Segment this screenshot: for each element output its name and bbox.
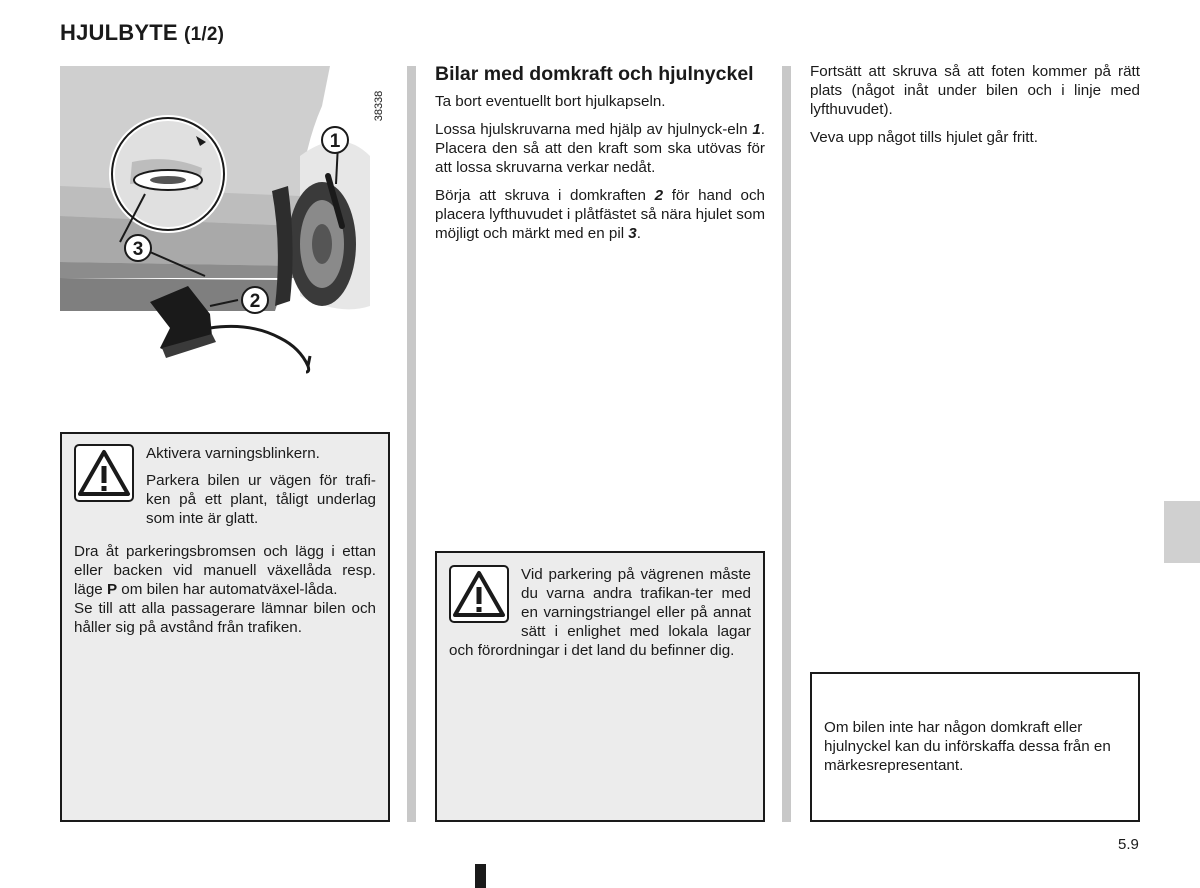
col2-p1: Ta bort eventuellt bort hjulkapseln. [435,93,666,110]
warning-left-p3: Dra åt parkeringsbromsen och lägg i ettan eller backen vid manuell växellåda resp. läge P om bilen har automatväxel-låda. [74,543,376,598]
callout-2 [242,287,268,313]
col3-p1: Fortsätt att skruva så att foten kommer på rätt plats (något inåt under bilen och i linje med lyfthuvudet). [810,63,1140,118]
callout-2-label: 2 [249,291,261,312]
column-middle [435,62,765,252]
info-box-text: Om bilen inte har någon domkraft eller hjulnyckel kan du införskaffa dessa från en märkesrepresentant. [824,719,1111,774]
col3-p2: Veva upp något tills hjulet går fritt. [810,129,1038,146]
info-box [810,672,1140,822]
figure-ref-number: 38338 [373,90,385,122]
warning-left-p1: Aktivera varningsblinkern. [146,445,320,462]
warning-left-p2: Parkera bilen ur vägen för trafi-ken på ett plant, tåligt underlag som inte är glatt. [146,472,376,527]
callout-3-label: 3 [132,239,144,260]
warning-left-p4: Se till att alla passagerare lämnar bilen och håller sig på avstånd från trafiken. [74,600,376,636]
callout-3 [125,235,151,261]
page-number: 5.9 [1118,836,1139,853]
title-main: HJULBYTE [60,20,178,45]
print-mark [475,864,486,888]
column-divider-left [407,66,416,822]
callout-1 [322,127,348,153]
warning-box-middle [435,551,765,822]
warning-triangle-icon [449,565,509,623]
chapter-tab [1164,501,1200,563]
col2-p2: Lossa hjulskruvarna med hjälp av hjulnyck-eln 1. Placera den så att den kraft som ska utövas för att lossa skruvarna verkar nedåt. [435,121,765,176]
page-title [60,20,224,46]
jack-illustration [60,66,390,398]
warning-box-left [60,432,390,822]
warning-triangle-icon [74,444,134,502]
callout-1-label: 1 [329,131,341,152]
col2-p3: Börja att skruva i domkraften 2 för hand och placera lyfthuvudet i plåtfästet så nära hjulet som möjligt och märkt med en pil 3. [435,187,765,242]
column-right [810,62,1140,156]
section-heading: Bilar med domkraft och hjulnyckel [435,63,754,85]
column-divider-right [782,66,791,822]
title-subtitle: (1/2) [184,24,225,45]
warning-middle-text: Vid parkering på vägrenen måste du varna andra trafikan-ter med en varningstriangel eller på annat sätt i enlighet med lokala lagar och förordningar i det land du befinner dig. [449,566,751,659]
